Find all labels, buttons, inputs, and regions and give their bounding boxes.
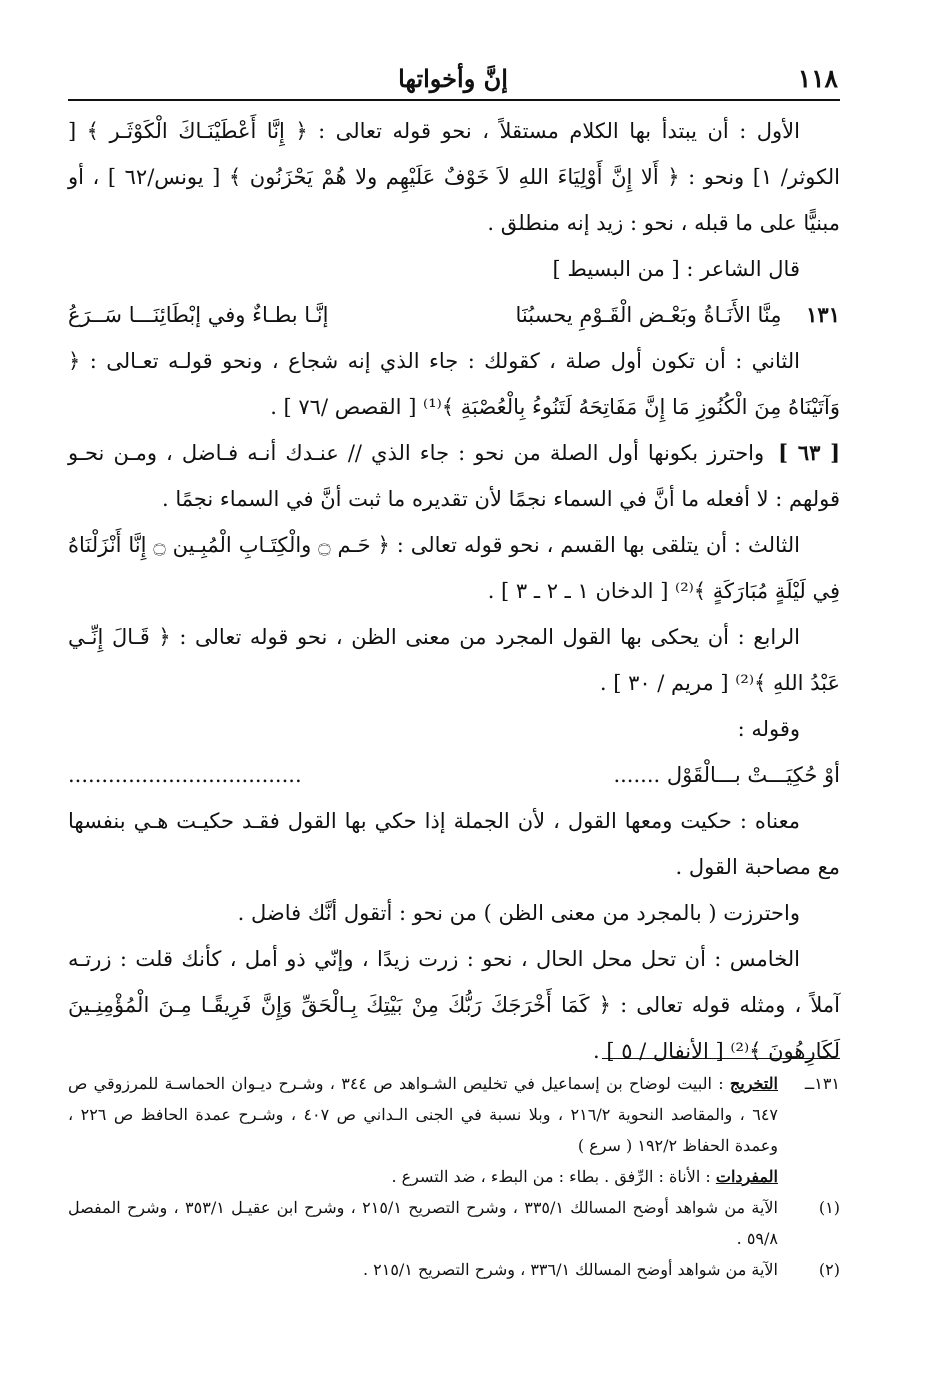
verse-second-hemistich: إنَّـا بطـاءٌ وفي إبْطَائِنَـــا سَــرَعُ: [68, 303, 329, 327]
quote-intro: وقوله :: [737, 717, 800, 741]
footnote-131: [68, 1068, 840, 1161]
section-marker: [ ٦٣ ]: [778, 440, 841, 465]
footnote-131-number: ١٣١ــ: [804, 1074, 840, 1093]
footnote-2-number: (٢): [818, 1260, 840, 1279]
footnote-divider: [602, 1058, 840, 1059]
vocabulary-text: : الأناة : الرِّفق . بطاء : من البطء ، ضد التسرع .: [391, 1167, 711, 1186]
verse-number: ١٣١: [806, 302, 840, 327]
header-divider: [68, 99, 840, 101]
main-text: [68, 108, 840, 1074]
footnote-2-text: الآية من شواهد أوضح المسالك ٣٣٦/١ ، وشرح التصريح ٢١٥/١ .: [362, 1260, 778, 1279]
verse-first-hemistich: مِنَّا الأَنَـاةُ وبَعْـض الْقَـوْمِ يحسبُنَا: [515, 303, 782, 327]
footnotes: [68, 1068, 840, 1285]
paragraph-sixth: معناه : حكيت ومعها القول ، لأن الجملة إذا حكي بها القول فقـد حكيـت هـي بنفسها مع مصاحبة القول .: [68, 809, 840, 879]
footnote-1: [68, 1192, 840, 1254]
footnote-131-label: التخريج: [729, 1074, 778, 1093]
quoted-verse: [68, 752, 840, 798]
paragraph-eighth: الخامس : أن تحل محل الحال ، نحو : زرت زيدًا ، وإنّي ذو أمل ، كأنك قلت : زرتـه آملاً ، ومثله قوله تعالى : ﴿ كَمَا أَخْرَجَكَ رَبُّكَ مِنْ بَيْتِكَ بِـالْحَقِّ وَإِنَّ فَرِيقًـا مِـنَ الْمُؤْمِنِـينَ لَكَارِهُونَ ﴾⁽²⁾ [ الأنفال / ٥ ] .: [68, 947, 840, 1063]
footnote-131-text: : البيت لوضاح بن إسماعيل في تخليص الشـواهد ص ٣٤٤ ، وشـرح ديـوان الحماسـة للمرزوقي ص ٦٤٧ ، والمقاصد النحوية ٢١٦/٢ ، وبلا نسبة في الجنى الـداني ص ٤٠٧ ، وشـرح عمدة الحافظ ص ٢٢٦ ، وعمدة الحفاظ ١٩٢/٢ ( سرع ): [68, 1074, 779, 1155]
paragraph-seventh: واحترزت ( بالمجرد من معنى الظن ) من نحو : أتقول أنَّك فاضل .: [237, 901, 800, 925]
footnote-vocabulary: [68, 1161, 840, 1192]
poet-intro: قال الشاعر : [ من البسيط ]: [552, 257, 800, 281]
footnote-1-number: (١): [818, 1198, 840, 1217]
quoted-verse-start: أوْ حُكِيَـــتْ بـــالْقَوْل .......: [613, 763, 840, 787]
paragraph-second: الثاني : أن تكون أول صلة ، كقولك : جاء الذي إنه شجاع ، ونحو قولـه تعـالى : ﴿ وَآتَيْنَاهُ مِنَ الْكُنُوزِ مَا إِنَّ مَفَاتِحَهُ لَتَنُوءُ بِالْعُصْبَةِ ﴾⁽¹⁾ [ القصص /٧٦ ] .: [68, 349, 840, 419]
paragraph-fifth: الرابع : أن يحكى بها القول المجرد من معنى الظن ، نحو قوله تعالى : ﴿ قَـالَ إِنِّـي عَبْدُ اللهِ ﴾⁽²⁾ [ مريم / ٣٠ ] .: [68, 625, 840, 695]
footnote-2: [68, 1254, 840, 1285]
page-number: ١١٨: [797, 64, 838, 93]
paragraph-third: [68, 430, 840, 522]
poem-verse: [68, 292, 840, 338]
paragraph-third-text: واحترز بكونها أول الصلة من نحو : جاء الذي // عنـدك أنـه فـاضل ، ومـن نحـو قولهم : لا أفعله ما أنَّ في السماء نجمًا لأن تقديره ما ثبت أنَّ في السماء نجمًا .: [68, 441, 840, 511]
footnote-1-text: الآية من شواهد أوضح المسالك ٣٣٥/١ ، وشرح التصريح ٢١٥/١ ، وشرح ابن عقيـل ٣٥٣/١ ، وشرح المفصل ٥٩/٨ .: [68, 1198, 778, 1248]
paragraph-fourth: الثالث : أن يتلقى بها القسم ، نحو قوله تعالى : ﴿ حَـم ۝ والْكِتَـابِ الْمُبِـين ۝ إِنَّا أَنْزَلْنَاهُ فِي لَيْلَةٍ مُبَارَكَةٍ ﴾⁽²⁾ [ الدخان ١ ـ ٢ ـ ٣ ] .: [68, 533, 840, 603]
quoted-verse-dots: ...................................: [68, 763, 302, 787]
running-title: إنَّ وأخواتها: [398, 64, 508, 93]
page-header: [68, 62, 838, 102]
paragraph-first: الأول : أن يبتدأ بها الكلام مستقلاً ، نحو قوله تعالى : ﴿ إِنَّا أَعْطَيْنَـاكَ الْكَوْثَـر ﴾ [ الكوثر/ ١] ونحو : ﴿ أَلا إِنَّ أَوْلِيَاءَ اللهِ لاَ خَوْفٌ عَلَيْهِم ولا هُمْ يَحْزَنُون ﴾ [ يونس/٦٢ ] ، أو مبنيًّا على ما قبله ، نحو : زيد إنه منطلق .: [68, 119, 840, 235]
vocabulary-label: المفردات: [715, 1167, 778, 1186]
